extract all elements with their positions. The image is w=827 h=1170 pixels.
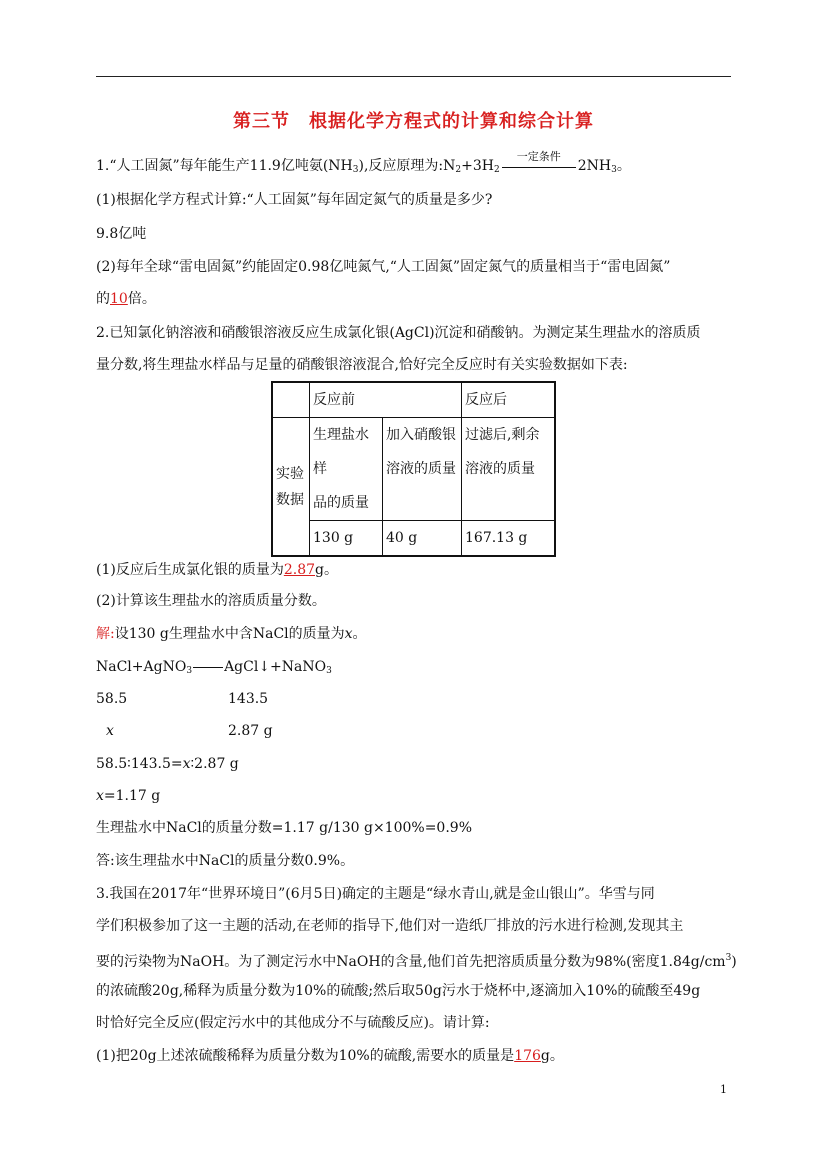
- section-title: 第三节 根据化学方程式的计算和综合计算: [233, 111, 594, 132]
- q3-line5: 时恰好完全反应(假定污水中的其他成分不与硫酸反应)。请计算:: [96, 1015, 490, 1031]
- col2-label: 加入硝酸银 溶液的质量: [383, 418, 462, 521]
- q3-part1-answer: 176: [514, 1048, 541, 1064]
- q1-part2-line2: 的10倍。: [96, 291, 156, 307]
- q2-calculation: 生理盐水中NaCl的质量分数=1.17 g/130 g×100%=0.9%: [96, 820, 473, 836]
- col1-value: 130 g: [310, 521, 383, 557]
- q3-line3: 要的污染物为NaOH。为了测定污水中NaOH的含量,他们首先把溶质质量分数为98%(密度$1.84g/cm^3$): [96, 953, 737, 970]
- q2-molar-row-right: 143.5: [228, 691, 269, 707]
- q2-conclusion: 答:该生理盐水中NaCl的质量分数0.9%。: [96, 853, 355, 869]
- col3-label: 过滤后,剩余 溶液的质量: [462, 418, 556, 521]
- reaction-arrow: [500, 150, 578, 176]
- q2-part2: (2)计算该生理盐水的溶质质量分数。: [96, 593, 326, 609]
- q1-part1: (1)根据化学方程式计算:“人工固氮”每年固定氮气的质量是多少?: [96, 192, 493, 208]
- q2-mass-row-right: 2.87 g: [228, 723, 273, 739]
- q2-stem-line1: 2.已知氯化钠溶液和硝酸银溶液反应生成氯化银(AgCl)沉淀和硝酸钠。为测定某生理盐水的溶质质: [96, 325, 701, 341]
- q2-molar-row: 58.5: [96, 691, 128, 707]
- q1-part2-answer: 10: [110, 291, 128, 307]
- header-before: 反应前: [310, 382, 462, 418]
- q2-result: x=1.17 g: [96, 788, 161, 804]
- q1-stem: 1.“人工固氮”每年能生产11.9亿吨氨$(NH_3)$,反应原理为$:N_2+3H_2$ 一定条件 $2NH_3$。: [96, 156, 631, 180]
- q2-equation: NaCl+AgNO$_3$ AgCl↓+NaNO$_3$: [96, 659, 332, 676]
- table-row: [272, 418, 555, 521]
- col2-value: 40 g: [383, 521, 462, 557]
- q3-line1: 3.我国在2017年“世界环境日”(6月5日)确定的主题是“绿水青山,就是金山银山”。华雪与同: [96, 886, 655, 902]
- header-after: 反应后: [462, 382, 556, 418]
- q2-part1: (1)反应后生成氯化银的质量为2.87g。: [96, 562, 338, 578]
- col1-label: 生理盐水样 品的质量: [310, 418, 383, 521]
- q2-solution-setup: 解:设130 g生理盐水中含NaCl的质量为x。: [96, 626, 367, 642]
- page-number: 1: [720, 1083, 727, 1096]
- q1-part2-line1: (2)每年全球“雷电固氮”约能固定0.98亿吨氮气,“人工固氮”固定氮气的质量相当于“雷电固氮”: [96, 259, 671, 275]
- col3-value: 167.13 g: [462, 521, 556, 557]
- table-row: [272, 382, 555, 418]
- table-row: [272, 521, 555, 557]
- equals-bar: [193, 667, 223, 668]
- experiment-data-table: [271, 381, 556, 557]
- q3-line4: 的浓硫酸20g,稀释为质量分数为10%的硫酸;然后取50g污水于烧杯中,逐滴加入10%的硫酸至49g: [96, 983, 701, 999]
- q2-stem-line2: 量分数,将生理盐水样品与足量的硝酸银溶液混合,恰好完全反应时有关实验数据如下表:: [96, 357, 628, 373]
- q1-part1-answer: 9.8亿吨: [96, 226, 147, 242]
- row-label: 实验 数据: [272, 418, 310, 557]
- q3-part1: (1)把20g上述浓硫酸稀释为质量分数为10%的硫酸,需要水的质量是176g。: [96, 1048, 564, 1064]
- q3-line2: 学们积极参加了这一主题的活动,在老师的指导下,他们对一造纸厂排放的污水进行检测,发现其主: [96, 918, 684, 934]
- solution-label: 解:: [96, 626, 115, 642]
- q2-part1-answer: 2.87: [283, 562, 316, 578]
- q2-proportion: 58.5∶143.5=x∶2.87 g: [96, 756, 239, 772]
- q2-mass-row: x: [106, 723, 114, 739]
- header-rule: [96, 76, 731, 77]
- reaction-condition: 一定条件: [516, 150, 561, 163]
